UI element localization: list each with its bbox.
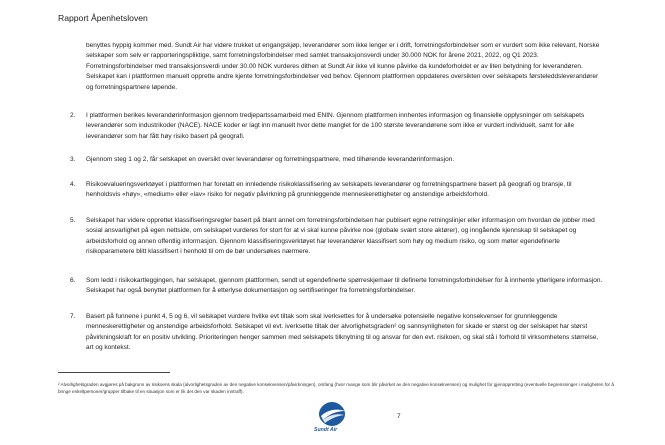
list-item-number: 7. [70,313,76,320]
document-header: Rapport Åpenhetsloven [58,13,148,23]
list-item-number: 5. [70,217,76,224]
page-number: 7 [397,413,401,420]
list-item-text: Som ledd i risikokartleggingen, har selskapet, gjennom plattformen, sendt ut egendefinerte spørreskjemaer til definerte forretningsforbindelser for å innhente ytterligere informasjon. Selskapet har også benyttet plattformen for å etterlyse dokumentasjon og sertifiseringer fra forretningsforbindelser. [86,277,603,295]
list-item-number: 4. [70,181,76,188]
footnote-divider [58,372,170,373]
list-item-text: I plattformen berikes leverandørinformasjon gjennom tredjepartssamarbeid med ENIN. Gjennom plattformen innhentes informasjon og finansielle opplysninger om selskapets leverandører som industrikoder (NACE). NACE koder er lagt inn manuelt hvor dette manglet for de 100 største leverandørene som ikke er vurdert individuelt, samt for alle leverandører som har fått høy risiko basert på geografi. [86,112,585,140]
list-item-text: Gjennom steg 1 og 2, får selskapet en oversikt over leverandører og forretningspartnere, med tilhørende leverandørinformasjon. [86,156,455,163]
logo-text: Sundt Air [314,427,338,433]
list-item-text: Risikoevalueringsverktøyet i plattformen har foretatt en innledende risikoklassifisering av selskapets leverandører og forretningspartnere basert på geografi og bransje, til henholdsvis «høy», «medium» eller «lav» risiko for negativ påvirkning på grunnleggende menneskerettigheter og anstendige arbeidsforhold. [86,181,572,199]
list-item-text: Basert på funnene i punkt 4, 5 og 6, vil selskapet vurdere hvilke evt tiltak som skal iverksettes for å undersøke potensielle negative konsekvenser for grunnleggende menneskerettigheter og anstendige arbeidsforhold. Selskapet vil evt. iverksette tiltak der alvorlighetsgraden² og sannsynligheten for skade er størst og der selskapet har størst påvirkningskraft for en positiv utvikling. Prioriteringen henger sammen med selskapets tilknytning til og ansvar for den evt. risikoen, og skal stå i forhold til virksomhetens størrelse, art og kontekst. [86,313,599,352]
list-item-number: 2. [70,112,76,119]
list-item-number: 6. [70,277,76,284]
intro-paragraph: benyttes hyppig kommer med. Sundt Air har videre trukket ut engangskjøp, leverandører som ikke lenger er i drift, forretningsforbindelser som er vurdert som ikke relevant, Norske selskaper som selv er rapporteringspliktige, samt forretningsforbindelser med samlet transaksjonsverdi under 30.000 NOK for årene 2021, 2022, og Q1 2023. Forretningsforbindelser med transaksjonsverdi under 30.00 NOK vurderes dithen at Sundt Air ikke vil kunne påvirke da kundeforholdet er av liten betydning for leverandøren. Selskapet kan i plattformen manuelt opprette andre kjente forretningsforbindelser ved behov. Gjennom plattformen oppdateres oversikten over selskapets førsteleddsleverandører og forretningspartnere løpende. [86,42,600,91]
footnote: ² Alvorlighetsgraden avgjøres på bakgrunn av risikoens skala (alvorlighetsgraden av den negative konsekvensen/påvirkningen), omfang (hvor mange som blir påvirket av den negative konsekvensen) og mulighet for gjenoppretting (eventuelle begrensninger i muligheten for å bringe enkeltpersoner/grupper tilbake til en situasjon som er lik det den var skaden inntraff). [58,382,614,394]
sundt-air-logo-icon [315,400,349,428]
list-item-number: 3. [70,156,76,163]
list-item-text: Selskapet har videre opprettet klassifiseringsregler basert på blant annet om forretningsforbindelsen har publisert egne retningslinjer eller informasjon om hvordan de jobber med sosial ansvarlighet på egen nettside, om selskapet vurderes for stort for at vi skal kunne påvirke noe (globale svært store aktører), og inngående kjennskap til selskapet og arbeidsforhold og annen offentlig informasjon. Gjennom klassifiseringsverktøyet har leverandører klassifisert som høy og medium risiko, og som møter egendefinerte risikoparametere blitt klassifisert i henhold til om de bør undersøkes nærmere. [86,217,595,256]
